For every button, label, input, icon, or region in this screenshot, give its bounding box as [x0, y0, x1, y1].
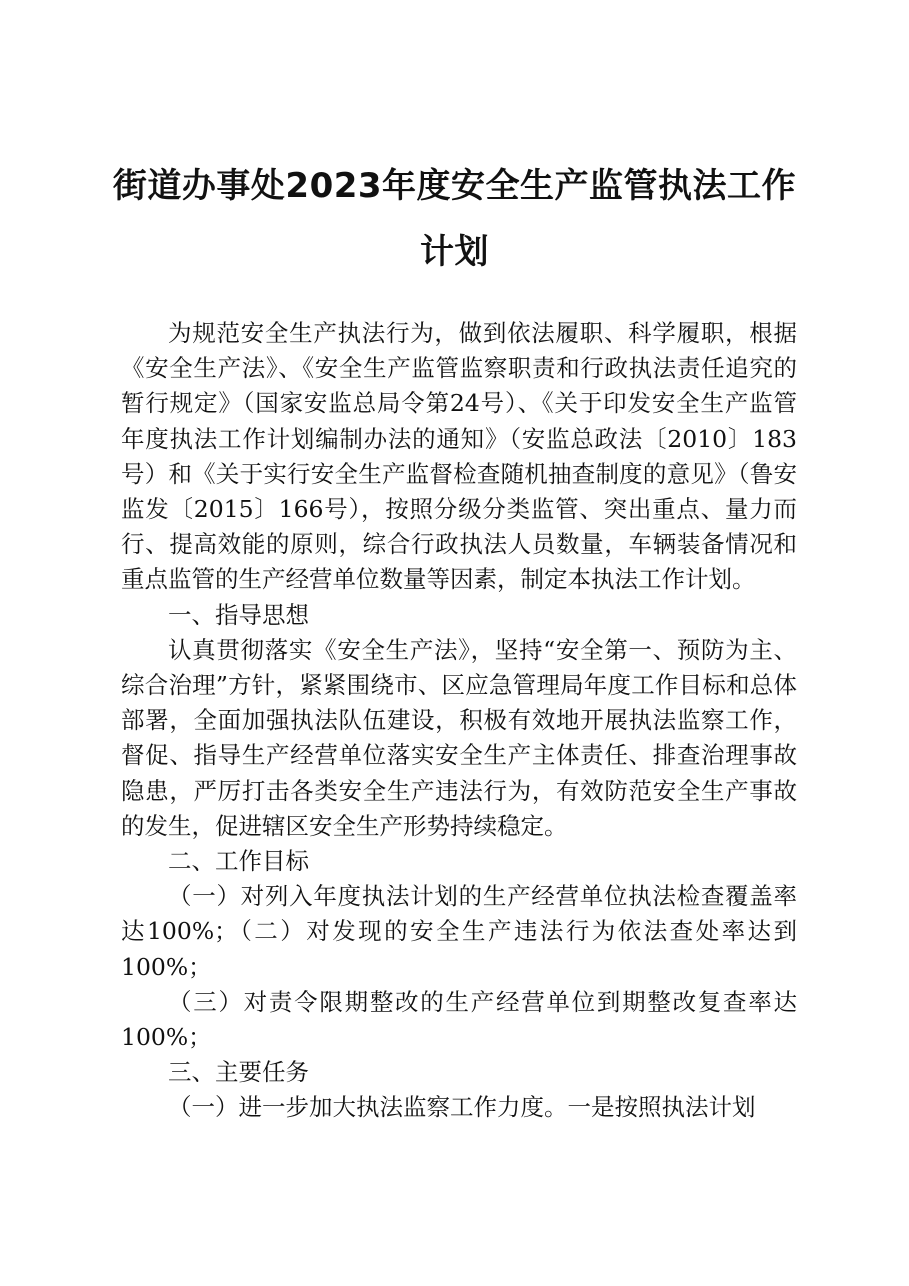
document-title-line2: 计划 — [420, 232, 489, 272]
section3-task1-paragraph: （一）进一步加大执法监察工作力度。一是按照执法计划 — [168, 1093, 756, 1122]
section2-goal2-paragraph: （三）对责令限期整改的生产经营单位到期整改复查率达100%； — [121, 987, 797, 1052]
section3-heading: 三、主要任务 — [168, 1058, 309, 1087]
section1-heading: 一、指导思想 — [168, 600, 309, 629]
document-title-line1: 街道办事处2023年度安全生产监管执法工作 — [112, 166, 797, 206]
section2-goal1-paragraph: （一）对列入年度执法计划的生产经营单位执法检查覆盖率达100%；（二）对发现的安全生产违法行为依法查处率达到100%； — [121, 882, 797, 981]
document-body — [121, 316, 797, 1126]
section2-heading: 二、工作目标 — [168, 847, 309, 876]
section1-paragraph: 认真贯彻落实《安全生产法》，坚持“安全第一、预防为主、综合治理”方针，紧紧围绕市、区应急管理局年度工作目标和总体部署，全面加强执法队伍建设，积极有效地开展执法监察工作，督促、指导生产经营单位落实安全生产主体责任、排查治理事故隐患，严厉打击各类安全生产违法行为，有效防范安全生产事故的发生，促进辖区安全生产形势持续稳定。 — [121, 635, 797, 840]
intro-paragraph: 为规范安全生产执法行为，做到依法履职、科学履职，根据《安全生产法》、《安全生产监管监察职责和行政执法责任追究的暂行规定》（国家安监总局令第24号）、《关于印发安全生产监管年度执法工作计划编制办法的通知》（安监总政法〔2010〕183号）和《关于实行安全生产监督检查随机抽查制度的意见》（鲁安监发〔2015〕166号），按照分级分类监管、突出重点、量力而行、提高效能的原则，综合行政执法人员数量，车辆装备情况和重点监管的生产经营单位数量等因素，制定本执法工作计划。 — [121, 319, 797, 594]
